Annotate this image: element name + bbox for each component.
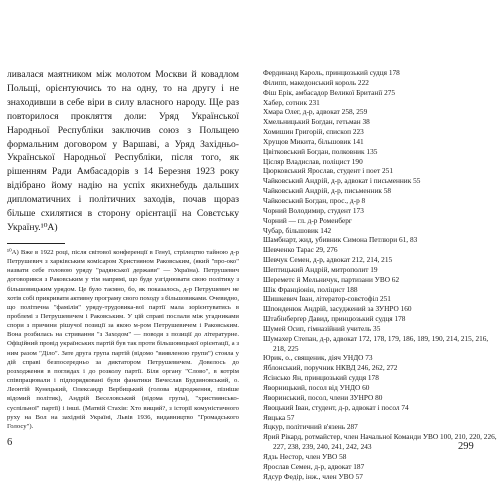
index-entry: Хабер, сотник 231: [263, 97, 320, 107]
index-entry: Ядсур Федір, інж., член УВО 57: [263, 471, 363, 481]
index-entry: Юрик, о., священик, діяч УНДО 73: [263, 353, 373, 363]
index-entry: Шевченко Тарас 29, 276: [263, 245, 338, 255]
index-entry: Чорний Володимир, студент 173: [263, 205, 364, 215]
footnote: ¹⁰A) Вже в 1922 році, після світової конференції в Генуї, стрілецтво тайною д-р Петрушевич з харківським комісаром Християном Раковським, (який "про-око" назвати себе головою уряду "радянської держави" — Україна). Петрушевич договорився з Раковським у тім напрямі, що буде узгіднювати свою політику з більшовицьким урядом. Це було таємно, бо, як показалось, д-р Петрушевич не хотів собі прикривати активну програму свого походу з більшовиками. Очевидно, що політична "фамілія" уряду-трудовика-вої партії мала зорієнтуватись в проблемі з Петрушевичем і Раковським. У цій справі послали між угадниками спори з причини рішучої позиції за якою м-ром Петрушевичем і Раковським. Вона розбилась на стривання "з Заходом" — поводя з позиції до літературне. Офіційний провід українських партій був так проти більшовицької орієнтації, а з ним разом "Діло". Зате друга група партій (відомо "виявленою групи") стояла у дій справі безпосередньо за диктатором Петрушевичем. Довелось до розходження в поглядах і до розколу партії. Біля органу "Слово", в котрім співпрацювали і підпорядковані були фанатики Вячеслав Будзиновський, о. Леонтій Кунецький, Олександр Вербицький (голова відродження, пізніше відомий політик), Андрій Веселовський (відома група), "християнсько-суспільної" партії) і інші. (Матвій Стахів: Хто вищий?, з історії комуністичного руху на Вол на західній Україні, Львів 1936, видавництво "Громадського Голосу").: [7, 248, 239, 430]
index-entry: Чайковський Андрій, д-р, адвокат і письменник 55: [263, 176, 421, 186]
left-page: [7, 68, 239, 431]
index-entry: Яцкур, політичний в'язень 287: [263, 422, 358, 432]
index-entry: Шамбнарт, жид, убивник Симона Петлюри 61, 83: [263, 235, 418, 245]
right-page-index: [263, 68, 498, 481]
index-entry: Яворницький, посол від УНДО 60: [263, 383, 370, 392]
left-page-number: 6: [7, 437, 13, 448]
index-entry: Ядзь Нестор, член УВО 58: [263, 451, 347, 461]
index-entry: Явоцький Іван, студент, д-р, адвокат і посол 74: [263, 402, 409, 412]
index-entry: Шумей Осип, гімназійний учитель 35: [263, 323, 381, 333]
index-entry: Шишкевич Іван, літератор-совєтофіл 251: [263, 294, 391, 304]
index-entry: Хмельницький Богдан, гетьман 38: [263, 117, 370, 127]
main-paragraph: ливалася маятником між молотом Москви й ковадлом Польщі, орієнтуючись то на одну, то на другу і не знаходивши в себе віри в силу власного народу. Ще раз повторилося прокляття доли: Уряд Української Народньої Республіки заключив союз з Польщею формальним договором у Варшаві, а Уряд Західньо-Української Народньої Республіки, після того, як рішенням Ради Амбасадорів з 14 Березня 1923 року відібрано йому надію на успіх якихнебудь дальших дипломатичних і політичних заходів, почав щораз більше схилятися в сторону орієнтації на Совєтську Україну.¹⁰A): [7, 69, 239, 233]
index-entry: Чайковський Богдан, прос., д-р 8: [263, 195, 366, 205]
index-entry: Цісляр Владислав, поліцист 190: [263, 156, 363, 166]
index-entry: Ярослав Семен, д-р, адвокат 187: [263, 461, 365, 471]
index-list: [263, 68, 498, 481]
index-entry: Чайковський Андрій, д-р, письменник 58: [263, 186, 392, 196]
index-entry: Шереметє й Мельничук, партизани УВО 62: [263, 274, 400, 284]
index-entry: Хомишин Григорій, єпископ 223: [263, 127, 364, 137]
index-entry: Цвітковський Богдан, полковник 135: [263, 146, 378, 156]
footnote-divider: [7, 243, 65, 244]
index-entry: Філипп, македонський король 222: [263, 77, 369, 87]
index-entry: Штабінберґер Давид, принцюзький судця 178: [263, 314, 406, 324]
index-entry: Чорний — гл. д-р Роменберг: [263, 215, 352, 225]
index-entry: Хмара Олег, д-р, адвокат 258, 259: [263, 107, 368, 117]
index-entry: Шік Франціонін, поліцист 188: [263, 284, 358, 294]
right-page-number: 299: [458, 441, 474, 452]
index-entry: Явцька 57: [263, 412, 295, 422]
index-entry: Яблонський, поручник НКВД 246, 262, 272: [263, 363, 398, 373]
index-entry: Шпонденюк Андрій, засуджений за ЗУНРО 160: [263, 304, 412, 314]
index-entry: Яворинський, посол, члени ЗУНРО 80: [263, 392, 383, 402]
index-entry: Чубар, більшовик 142: [263, 225, 332, 235]
index-entry: Фіш Ерік, амбасадор Великої Британії 275: [263, 87, 396, 97]
index-entry: Фердинанд Кароль, принцюзький судця 178: [263, 68, 400, 77]
index-entry: Хрущов Микита, більшовик 141: [263, 136, 364, 146]
index-entry: Шумахер Степан, д-р, адвокат 172, 178, 179, 186, 189, 190, 214, 215, 216, 218, 225: [263, 333, 489, 353]
index-entry: Цюрковський Ярослав, студент і поет 251: [263, 166, 393, 176]
index-entry: Ясінсько Ян, принцюзький судця 178: [263, 373, 379, 383]
index-entry: Шевчук Семен, д-р, адвокат 212, 214, 215: [263, 255, 393, 265]
index-entry: Шептицький Андрій, митрополит 19: [263, 264, 378, 274]
index-entry: Ярий Рікард, ротмайстер, член Начальної Команди УВО 100, 210, 220, 226, 227, 238, 239, 240, 241, 242, 243: [263, 432, 497, 452]
